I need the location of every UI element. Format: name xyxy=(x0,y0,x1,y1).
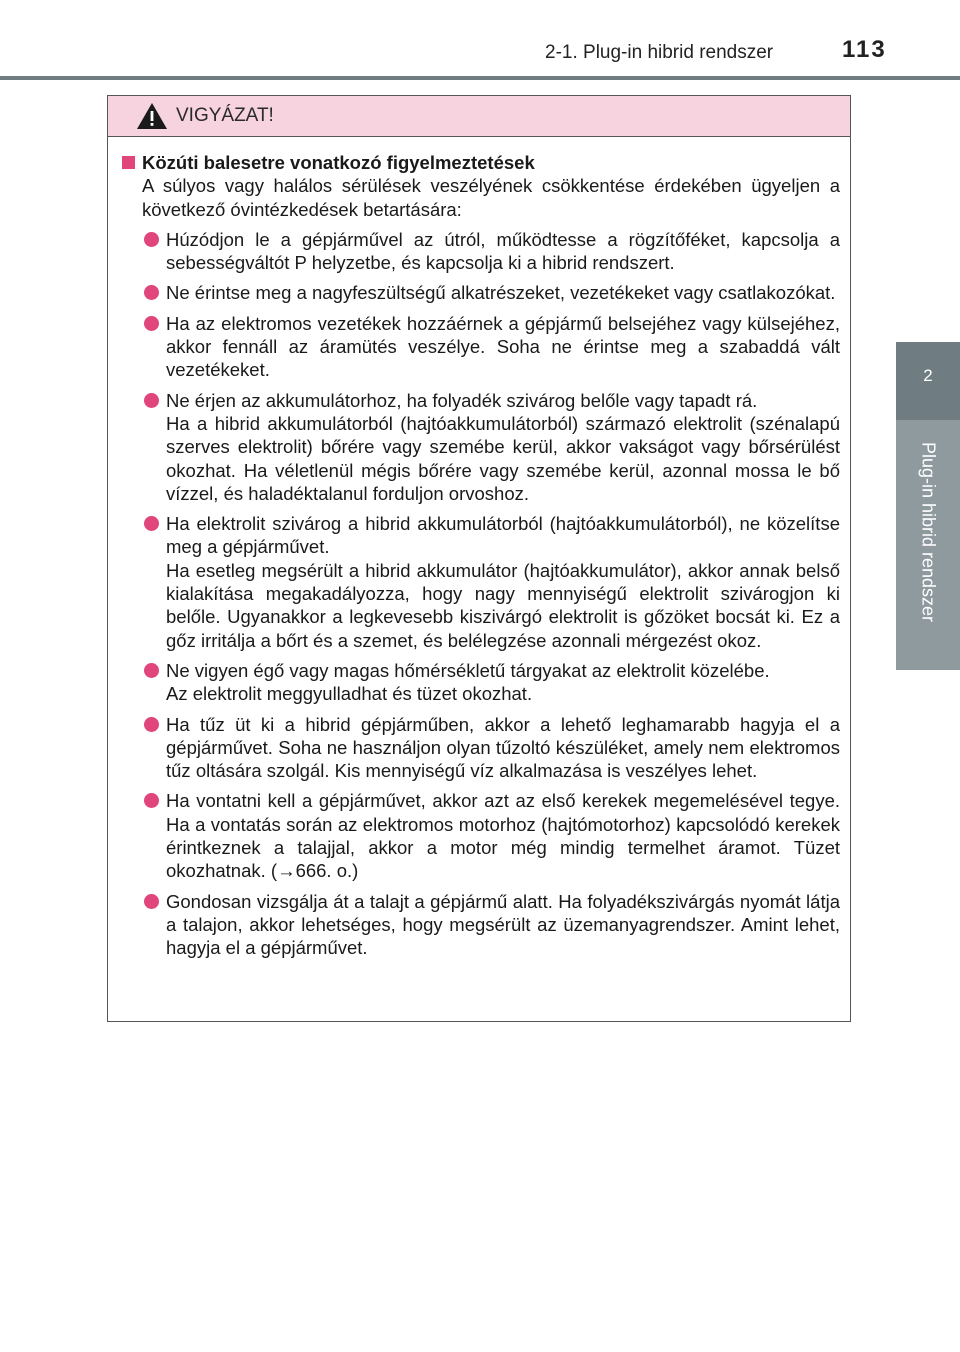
header-divider xyxy=(0,76,960,80)
list-item xyxy=(120,389,840,505)
chapter-number: 2 xyxy=(923,366,933,385)
list-item xyxy=(120,713,840,783)
square-bullet-icon xyxy=(122,156,135,169)
warning-content xyxy=(108,137,850,960)
chapter-label: Plug-in hibrid rendszer xyxy=(918,441,939,623)
list-item xyxy=(120,281,840,304)
circle-bullet-icon xyxy=(144,516,159,531)
circle-bullet-icon xyxy=(144,232,159,247)
circle-bullet-icon xyxy=(144,316,159,331)
list-item xyxy=(120,659,840,706)
warning-subheading-text: Közúti balesetre vonatkozó figyelmeztetések xyxy=(142,152,535,173)
circle-bullet-icon xyxy=(144,393,159,408)
list-item xyxy=(120,890,840,960)
bullet-paragraph: Gondosan vizsgálja át a talajt a gépjármű alatt. Ha folyadékszivárgás nyomát látja a talajon, akkor lehetséges, hogy megsérült az üzemanyagrendszer. Amint lehet, hagyja el a gépjárművet. xyxy=(166,890,840,959)
chapter-tab xyxy=(896,342,960,420)
bullet-paragraph: Ha a hibrid akkumulátorból (hajtóakkumulátorból) származó elektrolit (szénalapú szerves elektrolit) bőrére vagy szemébe kerül, akkor vakságot vagy bőrsérülést okozhat. Ha véletlenül mégis bőrére vagy szemébe kerül, azonnal mossa le bő vízzel, és haladéktalanul forduljon orvoshoz. xyxy=(166,412,840,504)
bullet-paragraph: Ha esetleg megsérült a hibrid akkumulátor (hajtóakkumulátor), akkor annak belső kialakítása megakadályozza, hogy nagy mennyiségű elektrolit szivárogjon ki belőle. Ugyanakkor a legkevesebb kiszivárgó elektrolit is gőzöket bocsát ki. Ez a gőz irritálja a bőrt és a szemet, és belélegzése azonnali mérgezést okoz. xyxy=(166,559,840,651)
warning-triangle-icon xyxy=(136,102,168,130)
warning-title: VIGYÁZAT! xyxy=(176,105,274,126)
bullet-paragraph: Az elektrolit meggyulladhat és tüzet okozhat. xyxy=(166,683,533,705)
circle-bullet-icon xyxy=(144,793,159,808)
circle-bullet-icon xyxy=(144,894,159,909)
page-number: 113 xyxy=(842,36,887,63)
list-item xyxy=(120,228,840,275)
bullet-paragraph: Ha elektrolit szivárog a hibrid akkumulátorból (hajtóakkumulátorból), ne közelítse meg a gépjárművet. xyxy=(166,513,840,558)
bullet-paragraph: Ne vigyen égő vagy magas hőmérsékletű tárgyakat az elektrolit közelébe. xyxy=(166,659,770,681)
bullet-paragraph: Ne érintse meg a nagyfeszültségű alkatrészeket, vezetékeket vagy csatlakozókat. xyxy=(166,282,836,304)
warning-box xyxy=(107,95,851,1022)
bullet-paragraph: Ne érjen az akkumulátorhoz, ha folyadék szivárog belőle vagy tapadt rá. xyxy=(166,389,758,411)
warning-header xyxy=(108,96,850,137)
bullet-paragraph: Ha tűz üt ki a hibrid gépjárműben, akkor a lehető leghamarabb hagyja el a gépjárművet. Soha ne használjon olyan tűzoltó készüléket, amely nem elektromos tűz oltására szolgál. Kis mennyiségű víz alkalmazása is veszélyes lehet. xyxy=(166,713,840,782)
circle-bullet-icon xyxy=(144,285,159,300)
section-title: 2-1. Plug-in hibrid rendszer xyxy=(545,42,774,63)
bullet-paragraph: Ha vontatni kell a gépjárművet, akkor azt az első kerekek megemelésével tegye. Ha a vontatás során az elektromos motorhoz (hajtómotorhoz) kapcsolódó kerekek érintkeznek a talajjal, akkor a motor még mindig termelhet áramot. Tüzet okozhatnak. (→666. o.) xyxy=(166,790,840,882)
bullet-paragraph: Ha az elektromos vezetékek hozzáérnek a gépjármű belsejéhez vagy külsejéhez, akkor fennáll az áramütés veszélye. Soha ne érintse meg a szabaddá vált vezetékeket. xyxy=(166,312,840,381)
list-item xyxy=(120,512,840,652)
warning-subheading xyxy=(120,151,840,174)
bullet-paragraph: Húzódjon le a gépjárművel az útról, működtesse a rögzítőféket, kapcsolja a sebességváltót P helyzetbe, és kapcsolja ki a hibrid rendszert. xyxy=(166,228,840,274)
list-item xyxy=(120,312,840,382)
warning-intro: A súlyos vagy halálos sérülések veszélyének csökkentése érdekében ügyeljen a következő óvintézkedések betartására: xyxy=(142,175,840,220)
circle-bullet-icon xyxy=(144,717,159,732)
warning-bullet-list xyxy=(120,228,840,960)
circle-bullet-icon xyxy=(144,663,159,678)
list-item xyxy=(120,789,840,882)
